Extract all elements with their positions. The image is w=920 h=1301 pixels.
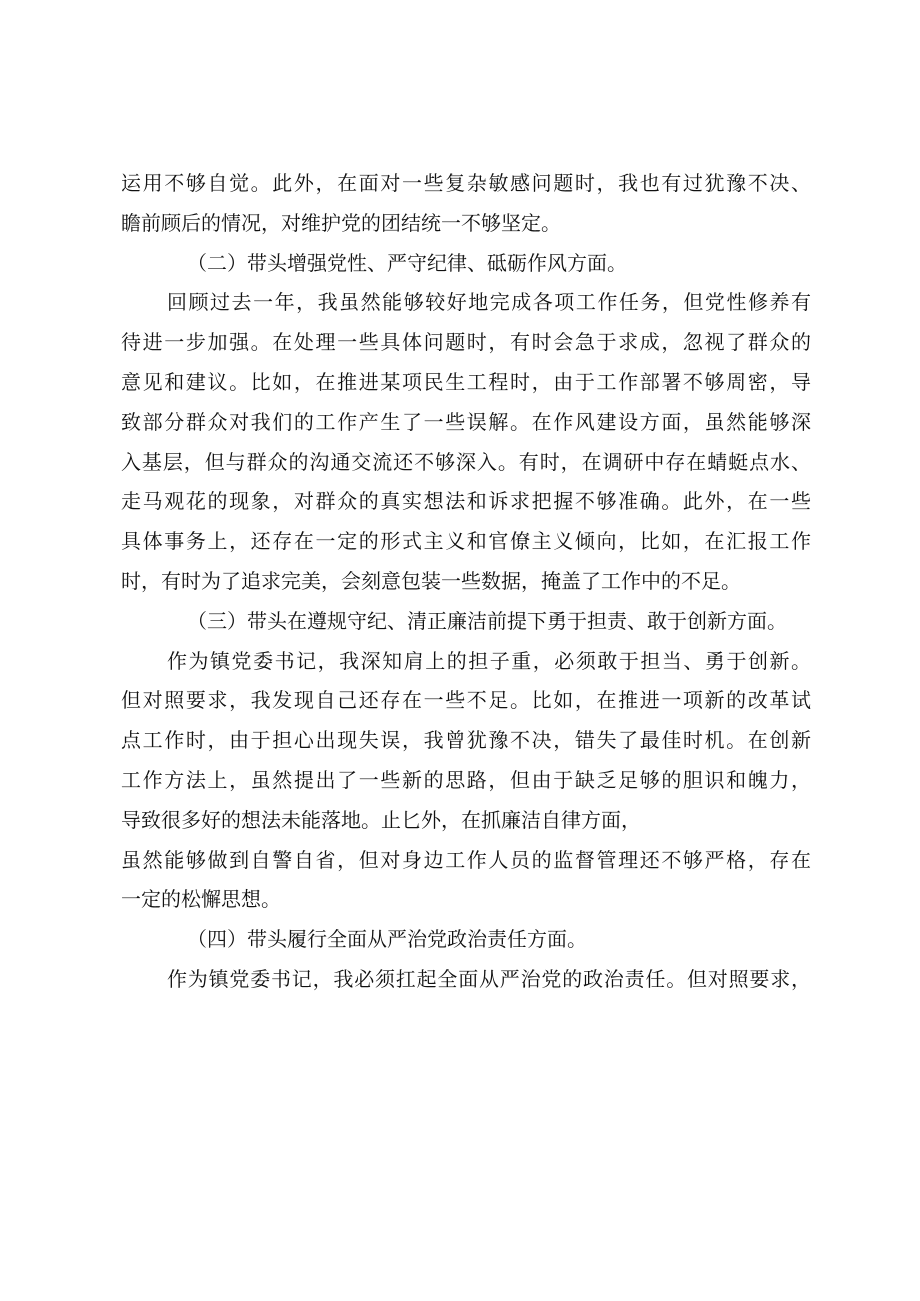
heading-line: （四）带头履行全面从严治党政治责任方面。 [187,927,587,952]
text-line: 作为镇党委书记，我必须扛起全面从严治党的政治责任。但对照要求， [167,966,811,991]
text-line: 意见和建议。比如，在推进某项民生工程时，由于工作部署不够周密，导 [121,369,811,394]
document-body [121,164,811,1000]
text-line: 但对照要求，我发现自己还存在一些不足。比如，在推进一项新的改革试 [121,688,811,713]
text-line: 瞻前顾后的情况，对维护党的团结统一不够坚定。 [121,210,561,235]
paragraph [121,283,811,601]
text-line: 回顾过去一年，我虽然能够较好地完成各项工作任务，但党性修养有 [167,290,811,315]
paragraph [121,960,811,1000]
text-line: 导致很多好的想法未能落地。止匕外，在抓廉洁自律方面， [121,807,641,832]
text-line: 点工作时，由于担心出现失误，我曾犹豫不决，错失了最佳时机。在创新 [121,728,811,753]
paragraph [121,642,811,921]
section-heading [121,602,811,642]
heading-line: （二）带头增强党性、严守纪律、砥砺作风方面。 [187,250,627,275]
text-line: 一定的松懈思想。 [121,887,281,912]
text-line: 入基层，但与群众的沟通交流还不够深入。有时，在调研中存在蜻蜓点水、 [121,449,811,474]
text-line: 工作方法上，虽然提出了一些新的思路，但由于缺乏足够的胆识和魄力， [121,767,811,792]
text-line: 待进一步加强。在处理一些具体问题时，有时会急于求成，忽视了群众的 [121,330,811,355]
section-heading [121,920,811,960]
text-line: 具体事务上，还存在一定的形式主义和官僚主义倾向，比如，在汇报工作 [121,529,811,554]
heading-line: （三）带头在遵规守纪、清正廉洁前提下勇于担责、敢于创新方面。 [187,608,787,633]
text-line: 作为镇党委书记，我深知肩上的担子重，必须敢于担当、勇于创新。 [167,648,811,673]
text-line: 致部分群众对我们的工作产生了一些误解。在作风建设方面，虽然能够深 [121,409,811,434]
section-heading [121,244,811,284]
text-line: 时，有时为了追求完美，会刻意包装一些数据，掩盖了工作中的不足。 [121,568,741,593]
text-line: 虽然能够做到自警自省，但对身边工作人员的监督管理还不够严格，存在 [121,847,811,872]
text-line: 运用不够自觉。此外，在面对一些复杂敏感问题时，我也有过犹豫不决、 [121,171,811,195]
text-line: 走马观花的现象，对群众的真实想法和诉求把握不够准确。此外，在一些 [121,489,811,514]
paragraph [121,164,811,244]
